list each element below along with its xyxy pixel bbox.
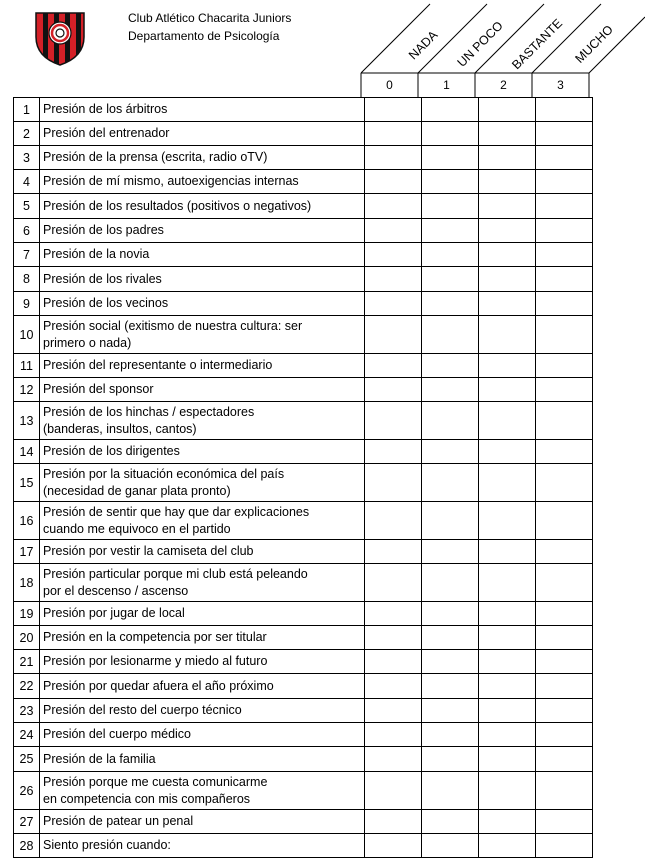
question-line: Siento presión cuando: [43, 838, 171, 852]
question-line: Presión por vestir la camiseta del club [43, 544, 254, 558]
response-cell-1[interactable] [422, 834, 479, 858]
table-row [14, 354, 593, 378]
response-cell-2[interactable] [479, 219, 536, 243]
response-cell-0[interactable] [365, 674, 422, 699]
question-text [40, 834, 365, 858]
question-line: Presión del entrenador [43, 126, 170, 140]
question-text [40, 243, 365, 267]
question-text [40, 378, 365, 402]
question-line: en competencia con mis compañeros [43, 791, 251, 806]
question-line: Presión de los resultados (positivos o negativos) [43, 198, 312, 213]
question-text [40, 402, 365, 440]
table-row [14, 243, 593, 267]
response-cell-1[interactable] [422, 810, 479, 834]
question-text [40, 170, 365, 194]
response-cell-2[interactable] [479, 354, 536, 378]
response-cell-1[interactable] [422, 564, 479, 602]
question-line: Presión del representante o intermediario [43, 358, 273, 372]
response-cell-0[interactable] [365, 540, 422, 564]
response-cell-2[interactable] [479, 402, 536, 440]
question-text [40, 602, 365, 626]
response-cell-2[interactable] [479, 194, 536, 219]
response-cell-2[interactable] [479, 378, 536, 402]
pressure-survey-table [13, 97, 593, 858]
response-cell-0[interactable] [365, 564, 422, 602]
question-line: Presión de los rivales [43, 271, 162, 286]
scale-label-bastante: BASTANTE [509, 16, 566, 73]
response-cell-3[interactable] [536, 194, 593, 219]
response-cell-2[interactable] [479, 292, 536, 316]
row-number: 11 [14, 354, 40, 378]
response-cell-0[interactable] [365, 146, 422, 170]
response-cell-0[interactable] [365, 464, 422, 502]
table-row [14, 602, 593, 626]
row-number: 20 [14, 626, 40, 650]
question-text [40, 194, 365, 219]
response-cell-1[interactable] [422, 602, 479, 626]
response-cell-2[interactable] [479, 650, 536, 674]
response-cell-3[interactable] [536, 378, 593, 402]
question-text [40, 650, 365, 674]
question-line: Presión particular porque mi club está peleando [43, 566, 308, 581]
response-cell-1[interactable] [422, 502, 479, 540]
table-row [14, 464, 593, 502]
row-number: 8 [14, 267, 40, 292]
question-line: Presión de los dirigentes [43, 444, 180, 458]
question-text [40, 699, 365, 723]
response-cell-0[interactable] [365, 378, 422, 402]
response-cell-0[interactable] [365, 316, 422, 354]
row-number: 18 [14, 564, 40, 602]
response-cell-0[interactable] [365, 834, 422, 858]
table-row [14, 402, 593, 440]
question-line: primero o nada) [43, 335, 132, 350]
response-cell-2[interactable] [479, 699, 536, 723]
response-cell-3[interactable] [536, 464, 593, 502]
question-text [40, 502, 365, 540]
response-cell-2[interactable] [479, 267, 536, 292]
response-cell-2[interactable] [479, 564, 536, 602]
response-cell-0[interactable] [365, 650, 422, 674]
response-cell-1[interactable] [422, 402, 479, 440]
row-number: 4 [14, 170, 40, 194]
response-cell-3[interactable] [536, 674, 593, 699]
row-number: 19 [14, 602, 40, 626]
response-cell-3[interactable] [536, 402, 593, 440]
response-cell-3[interactable] [536, 316, 593, 354]
response-cell-0[interactable] [365, 243, 422, 267]
question-line: por el descenso / ascenso [43, 583, 189, 598]
response-cell-3[interactable] [536, 502, 593, 540]
response-cell-0[interactable] [365, 502, 422, 540]
question-line: Presión de mí mismo, autoexigencias internas [43, 174, 299, 188]
response-cell-1[interactable] [422, 170, 479, 194]
question-text [40, 292, 365, 316]
response-cell-1[interactable] [422, 540, 479, 564]
question-line: Presión por quedar afuera el año próximo [43, 678, 274, 693]
question-text [40, 316, 365, 354]
response-cell-3[interactable] [536, 650, 593, 674]
scale-value-0: 0 [386, 78, 393, 92]
question-text [40, 626, 365, 650]
question-line: Presión del cuerpo médico [43, 727, 191, 741]
row-number: 2 [14, 122, 40, 146]
table-row [14, 502, 593, 540]
response-cell-2[interactable] [479, 98, 536, 122]
response-cell-3[interactable] [536, 243, 593, 267]
row-number: 27 [14, 810, 40, 834]
response-cell-2[interactable] [479, 464, 536, 502]
response-cell-3[interactable] [536, 98, 593, 122]
question-line: Presión del sponsor [43, 382, 154, 396]
response-cell-1[interactable] [422, 292, 479, 316]
row-number: 22 [14, 674, 40, 699]
question-line: Presión de la prensa (escrita, radio oTV) [43, 150, 268, 164]
table-row [14, 219, 593, 243]
question-line: Presión por jugar de local [43, 606, 185, 620]
table-row [14, 540, 593, 564]
table-row [14, 699, 593, 723]
question-line: Presión de la familia [43, 751, 156, 766]
response-cell-0[interactable] [365, 699, 422, 723]
response-cell-2[interactable] [479, 772, 536, 810]
response-cell-3[interactable] [536, 267, 593, 292]
response-cell-0[interactable] [365, 440, 422, 464]
table-row [14, 170, 593, 194]
response-cell-1[interactable] [422, 723, 479, 747]
response-cell-0[interactable] [365, 723, 422, 747]
response-cell-0[interactable] [365, 219, 422, 243]
response-cell-0[interactable] [365, 354, 422, 378]
question-text [40, 747, 365, 772]
response-cell-2[interactable] [479, 834, 536, 858]
response-cell-0[interactable] [365, 194, 422, 219]
response-cell-2[interactable] [479, 810, 536, 834]
response-cell-3[interactable] [536, 564, 593, 602]
scale-value-2: 2 [500, 78, 507, 92]
question-text [40, 122, 365, 146]
question-line: cuando me equivoco en el partido [43, 521, 231, 536]
question-line: (banderas, insultos, cantos) [43, 421, 197, 436]
table-row [14, 194, 593, 219]
question-line: Presión social (exitismo de nuestra cultura: ser [43, 318, 303, 333]
table-row [14, 292, 593, 316]
question-text [40, 540, 365, 564]
question-line: Presión por lesionarme y miedo al futuro [43, 654, 268, 668]
row-number: 14 [14, 440, 40, 464]
response-cell-0[interactable] [365, 122, 422, 146]
scale-label-nada: NADA [405, 27, 441, 63]
department-name: Departamento de Psicología [128, 29, 280, 43]
row-number: 28 [14, 834, 40, 858]
scale-value-3: 3 [557, 78, 564, 92]
question-text [40, 723, 365, 747]
row-number: 3 [14, 146, 40, 170]
question-text [40, 810, 365, 834]
question-line: Presión porque me cuesta comunicarme [43, 774, 268, 789]
row-number: 1 [14, 98, 40, 122]
row-number: 16 [14, 502, 40, 540]
table-row [14, 834, 593, 858]
response-cell-1[interactable] [422, 219, 479, 243]
response-cell-3[interactable] [536, 354, 593, 378]
response-cell-2[interactable] [479, 122, 536, 146]
response-cell-3[interactable] [536, 540, 593, 564]
row-number: 24 [14, 723, 40, 747]
club-name: Club Atlético Chacarita Juniors [128, 11, 292, 25]
response-cell-3[interactable] [536, 219, 593, 243]
question-line: Presión por la situación económica del país [43, 466, 285, 481]
response-cell-3[interactable] [536, 626, 593, 650]
response-cell-2[interactable] [479, 674, 536, 699]
response-cell-0[interactable] [365, 98, 422, 122]
response-cell-2[interactable] [479, 440, 536, 464]
table-row [14, 98, 593, 122]
response-cell-0[interactable] [365, 810, 422, 834]
response-cell-0[interactable] [365, 747, 422, 772]
question-text [40, 772, 365, 810]
row-number: 17 [14, 540, 40, 564]
question-text [40, 98, 365, 122]
response-cell-1[interactable] [422, 699, 479, 723]
response-cell-3[interactable] [536, 699, 593, 723]
response-cell-2[interactable] [479, 243, 536, 267]
table-row [14, 146, 593, 170]
question-text [40, 464, 365, 502]
question-line: Presión del resto del cuerpo técnico [43, 703, 242, 717]
table-row [14, 267, 593, 292]
row-number: 7 [14, 243, 40, 267]
response-cell-0[interactable] [365, 626, 422, 650]
response-cell-2[interactable] [479, 502, 536, 540]
row-number: 23 [14, 699, 40, 723]
scale-value-1: 1 [443, 78, 450, 92]
response-cell-1[interactable] [422, 146, 479, 170]
response-cell-1[interactable] [422, 650, 479, 674]
question-line: (necesidad de ganar plata pronto) [43, 483, 231, 498]
response-cell-3[interactable] [536, 602, 593, 626]
table-row [14, 378, 593, 402]
row-number: 5 [14, 194, 40, 219]
response-cell-1[interactable] [422, 378, 479, 402]
response-cell-0[interactable] [365, 267, 422, 292]
question-line: Presión en la competencia por ser titular [43, 630, 267, 644]
question-line: Presión de los árbitros [43, 102, 168, 116]
row-number: 10 [14, 316, 40, 354]
question-text [40, 354, 365, 378]
response-cell-0[interactable] [365, 292, 422, 316]
question-text [40, 440, 365, 464]
table-row [14, 723, 593, 747]
response-cell-1[interactable] [422, 626, 479, 650]
table-row [14, 674, 593, 699]
question-line: Presión de los hinchas / espectadores [43, 404, 255, 419]
response-cell-0[interactable] [365, 772, 422, 810]
question-line: Presión de sentir que hay que dar explicaciones [43, 504, 310, 519]
response-cell-1[interactable] [422, 194, 479, 219]
question-line: Presión de patear un penal [43, 814, 194, 828]
response-cell-3[interactable] [536, 122, 593, 146]
response-cell-3[interactable] [536, 723, 593, 747]
response-cell-2[interactable] [479, 723, 536, 747]
response-cell-3[interactable] [536, 834, 593, 858]
response-cell-1[interactable] [422, 243, 479, 267]
response-cell-3[interactable] [536, 440, 593, 464]
response-cell-1[interactable] [422, 464, 479, 502]
question-line: Presión de los padres [43, 223, 164, 237]
response-cell-3[interactable] [536, 747, 593, 772]
table-row [14, 810, 593, 834]
response-cell-0[interactable] [365, 170, 422, 194]
row-number: 26 [14, 772, 40, 810]
response-cell-3[interactable] [536, 170, 593, 194]
question-text [40, 219, 365, 243]
response-cell-2[interactable] [479, 170, 536, 194]
scale-label-mucho: MUCHO [572, 22, 616, 66]
response-cell-0[interactable] [365, 602, 422, 626]
response-cell-1[interactable] [422, 674, 479, 699]
question-text [40, 146, 365, 170]
response-cell-2[interactable] [479, 316, 536, 354]
response-cell-2[interactable] [479, 540, 536, 564]
row-number: 9 [14, 292, 40, 316]
question-line: Presión de los vecinos [43, 296, 169, 310]
response-cell-2[interactable] [479, 602, 536, 626]
response-cell-3[interactable] [536, 146, 593, 170]
table-row [14, 440, 593, 464]
table-row [14, 650, 593, 674]
row-number: 13 [14, 402, 40, 440]
response-cell-1[interactable] [422, 440, 479, 464]
question-line: Presión de la novia [43, 247, 150, 261]
response-cell-2[interactable] [479, 146, 536, 170]
row-number: 25 [14, 747, 40, 772]
response-cell-0[interactable] [365, 402, 422, 440]
response-cell-3[interactable] [536, 292, 593, 316]
response-cell-1[interactable] [422, 267, 479, 292]
response-cell-1[interactable] [422, 316, 479, 354]
response-cell-1[interactable] [422, 354, 479, 378]
response-cell-3[interactable] [536, 810, 593, 834]
response-cell-1[interactable] [422, 122, 479, 146]
response-cell-1[interactable] [422, 747, 479, 772]
table-row [14, 564, 593, 602]
response-cell-3[interactable] [536, 772, 593, 810]
question-text [40, 674, 365, 699]
question-text [40, 564, 365, 602]
table-row [14, 626, 593, 650]
response-cell-1[interactable] [422, 98, 479, 122]
table-row [14, 747, 593, 772]
response-cell-2[interactable] [479, 626, 536, 650]
response-cell-2[interactable] [479, 747, 536, 772]
row-number: 6 [14, 219, 40, 243]
row-number: 21 [14, 650, 40, 674]
table-row [14, 772, 593, 810]
question-text [40, 267, 365, 292]
scale-label-un-poco: UN POCO [454, 18, 506, 70]
table-row [14, 122, 593, 146]
response-cell-1[interactable] [422, 772, 479, 810]
row-number: 15 [14, 464, 40, 502]
row-number: 12 [14, 378, 40, 402]
table-row [14, 316, 593, 354]
